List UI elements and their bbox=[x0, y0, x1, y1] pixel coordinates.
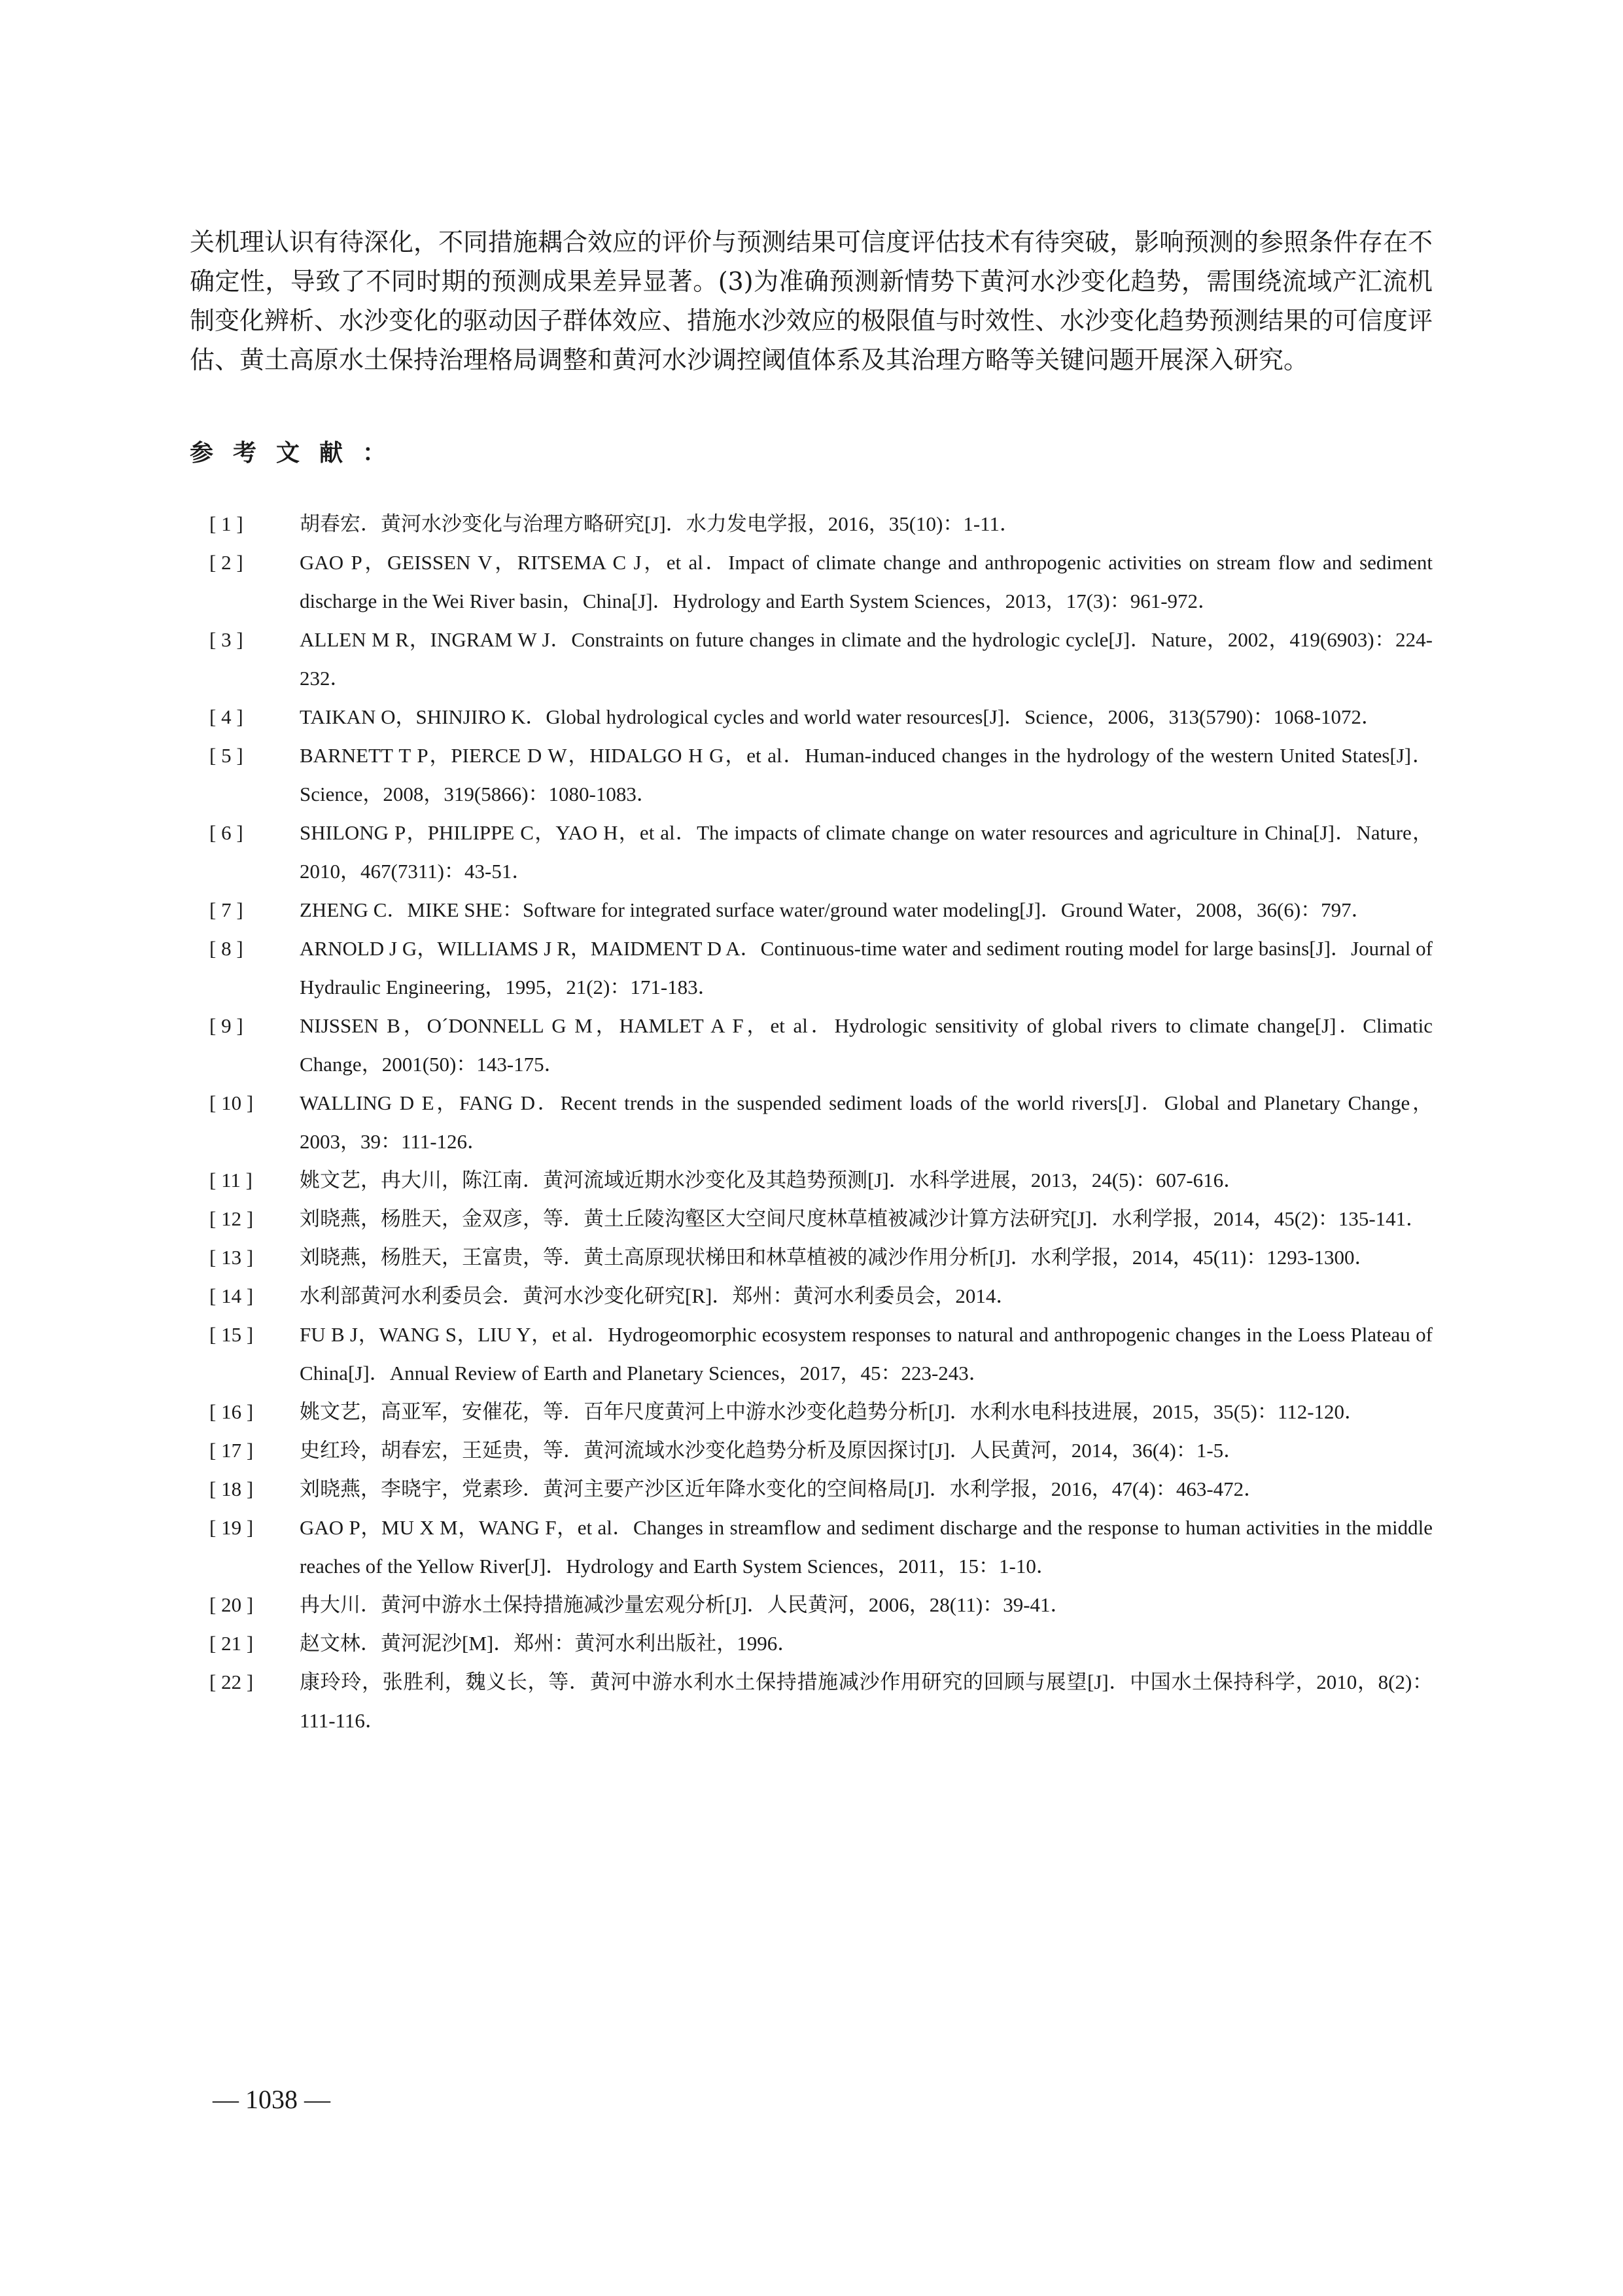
reference-number: [ 7 ] bbox=[209, 898, 243, 921]
reference-text: 胡春宏．黄河水沙变化与治理方略研究[J]．水力发电学报，2016，35(10)：1-11． bbox=[300, 512, 1021, 535]
reference-text: BARNETT T P，PIERCE D W，HIDALGO H G，et al．Human-induced changes in the hydrology of the western United States[J]．Science，2008，319(5866)：1080-1083． bbox=[300, 744, 1433, 805]
reference-item bbox=[190, 1663, 1433, 1740]
reference-number: [ 5 ] bbox=[209, 744, 243, 767]
reference-item bbox=[190, 1585, 1433, 1624]
reference-text: TAIKAN O，SHINJIRO K．Global hydrological cycles and world water resources[J]．Science，2006，313(5790)：1068-1072． bbox=[300, 705, 1382, 728]
reference-item bbox=[190, 1470, 1433, 1508]
reference-item bbox=[190, 813, 1433, 891]
reference-text: 姚文艺，冉大川，陈江南．黄河流域近期水沙变化及其趋势预测[J]．水科学进展，2013，24(5)：607-616． bbox=[300, 1169, 1244, 1192]
reference-text: 姚文艺，高亚军，安催花，等．百年尺度黄河上中游水沙变化趋势分析[J]．水利水电科技进展，2015，35(5)：112-120． bbox=[300, 1400, 1365, 1423]
reference-item bbox=[190, 1508, 1433, 1585]
reference-text: WALLING D E，FANG D．Recent trends in the suspended sediment loads of the world rivers[J]．Global and Planetary Change，2003，39：111-126． bbox=[300, 1091, 1433, 1153]
reference-number: [ 22 ] bbox=[209, 1670, 254, 1693]
reference-item bbox=[190, 1199, 1433, 1238]
reference-number: [ 19 ] bbox=[209, 1516, 254, 1539]
reference-item bbox=[190, 1084, 1433, 1161]
reference-number: [ 16 ] bbox=[209, 1400, 254, 1423]
reference-item bbox=[190, 698, 1433, 736]
reference-number: [ 14 ] bbox=[209, 1284, 254, 1307]
reference-number: [ 21 ] bbox=[209, 1632, 254, 1655]
reference-text: GAO P，MU X M，WANG F，et al．Changes in streamflow and sediment discharge and the response to human activities in the middle reaches of the Yellow River[J]．Hydrology and Earth System Sciences，2011，15：1-10． bbox=[300, 1516, 1433, 1578]
reference-number: [ 10 ] bbox=[209, 1091, 254, 1114]
reference-number: [ 6 ] bbox=[209, 821, 243, 844]
reference-item bbox=[190, 1431, 1433, 1470]
reference-number: [ 11 ] bbox=[209, 1169, 253, 1192]
reference-item bbox=[190, 1161, 1433, 1199]
reference-number: [ 3 ] bbox=[209, 628, 243, 651]
reference-number: [ 12 ] bbox=[209, 1207, 254, 1230]
reference-item bbox=[190, 1315, 1433, 1392]
reference-text: ZHENG C．MIKE SHE：Software for integrated surface water/ground water modeling[J]．Ground Water，2008，36(6)：797． bbox=[300, 898, 1372, 921]
reference-text: ALLEN M R，INGRAM W J．Constraints on future changes in climate and the hydrologic cycle[J]．Nature，2002，419(6903)：224-232． bbox=[300, 628, 1433, 690]
reference-item bbox=[190, 929, 1433, 1006]
reference-number: [ 18 ] bbox=[209, 1477, 254, 1500]
reference-list bbox=[190, 504, 1433, 1740]
reference-item bbox=[190, 543, 1433, 620]
reference-text: 刘晓燕，杨胜天，王富贵，等．黄土高原现状梯田和林草植被的减沙作用分析[J]．水利学报，2014，45(11)：1293-1300． bbox=[300, 1246, 1375, 1269]
reference-text: 水利部黄河水利委员会．黄河水沙变化研究[R]．郑州：黄河水利委员会，2014． bbox=[300, 1284, 1017, 1307]
reference-number: [ 17 ] bbox=[209, 1439, 254, 1462]
reference-item bbox=[190, 1624, 1433, 1663]
reference-number: [ 1 ] bbox=[209, 512, 243, 535]
reference-text: SHILONG P，PHILIPPE C，YAO H，et al．The impacts of climate change on water resources and agriculture in China[J]．Nature，2010，467(7311)：43-51． bbox=[300, 821, 1433, 883]
reference-text: FU B J，WANG S，LIU Y，et al．Hydrogeomorphic ecosystem responses to natural and anthropogenic changes in the Loess Plateau of China[J]．Annual Review of Earth and Planetary Sciences，2017，45：223-243． bbox=[300, 1323, 1433, 1385]
reference-number: [ 2 ] bbox=[209, 551, 243, 574]
reference-text: GAO P，GEISSEN V，RITSEMA C J，et al．Impact of climate change and anthropogenic activities on stream flow and sediment discharge in the Wei River basin，China[J]．Hydrology and Earth System Sciences，2013，17(3)：961-972． bbox=[300, 551, 1433, 612]
page-content bbox=[190, 222, 1433, 1740]
reference-number: [ 8 ] bbox=[209, 937, 243, 960]
reference-text: 康玲玲，张胜利，魏义长，等．黄河中游水利水土保持措施减沙作用研究的回顾与展望[J]．中国水土保持科学，2010，8(2)：111-116． bbox=[300, 1670, 1433, 1732]
reference-item bbox=[190, 891, 1433, 929]
reference-item bbox=[190, 1006, 1433, 1084]
reference-text: 刘晓燕，李晓宇，党素珍．黄河主要产沙区近年降水变化的空间格局[J]．水利学报，2016，47(4)：463-472． bbox=[300, 1477, 1265, 1500]
reference-item bbox=[190, 620, 1433, 698]
reference-item bbox=[190, 1238, 1433, 1277]
references-heading: 参考文献： bbox=[190, 440, 406, 467]
reference-number: [ 15 ] bbox=[209, 1323, 254, 1346]
reference-number: [ 20 ] bbox=[209, 1593, 254, 1616]
reference-text: 史红玲，胡春宏，王延贵，等．黄河流域水沙变化趋势分析及原因探讨[J]．人民黄河，2014，36(4)：1-5． bbox=[300, 1439, 1244, 1462]
reference-item bbox=[190, 1392, 1433, 1431]
reference-item bbox=[190, 736, 1433, 813]
reference-number: [ 13 ] bbox=[209, 1246, 254, 1269]
reference-item bbox=[190, 1277, 1433, 1315]
reference-number: [ 9 ] bbox=[209, 1014, 243, 1037]
reference-text: 赵文林．黄河泥沙[M]．郑州：黄河水利出版社，1996． bbox=[300, 1632, 798, 1655]
reference-item bbox=[190, 504, 1433, 543]
page-number: — 1038 — bbox=[213, 2085, 330, 2114]
reference-number: [ 4 ] bbox=[209, 705, 243, 728]
reference-text: 刘晓燕，杨胜天，金双彦，等．黄土丘陵沟壑区大空间尺度林草植被减沙计算方法研究[J]．水利学报，2014，45(2)：135-141． bbox=[300, 1207, 1427, 1230]
reference-text: 冉大川．黄河中游水土保持措施减沙量宏观分析[J]．人民黄河，2006，28(11)：39-41． bbox=[300, 1593, 1071, 1616]
reference-text: NIJSSEN B，O´DONNELL G M，HAMLET A F，et al．Hydrologic sensitivity of global rivers to climate change[J]．Climatic Change，2001(50)：143-175． bbox=[300, 1014, 1433, 1076]
body-paragraph: 关机理认识有待深化，不同措施耦合效应的评价与预测结果可信度评估技术有待突破，影响预测的参照条件存在不确定性，导致了不同时期的预测成果差异显著。(3)为准确预测新情势下黄河水沙变化趋势，需围绕流域产汇流机制变化辨析、水沙变化的驱动因子群体效应、措施水沙效应的极限值与时效性、水沙变化趋势预测结果的可信度评估、黄土高原水土保持治理格局调整和黄河水沙调控阈值体系及其治理方略等关键问题开展深入研究。 bbox=[190, 228, 1433, 374]
reference-text: ARNOLD J G，WILLIAMS J R，MAIDMENT D A．Continuous-time water and sediment routing model for large basins[J]．Journal of Hydraulic Engineering，1995，21(2)：171-183． bbox=[300, 937, 1433, 998]
